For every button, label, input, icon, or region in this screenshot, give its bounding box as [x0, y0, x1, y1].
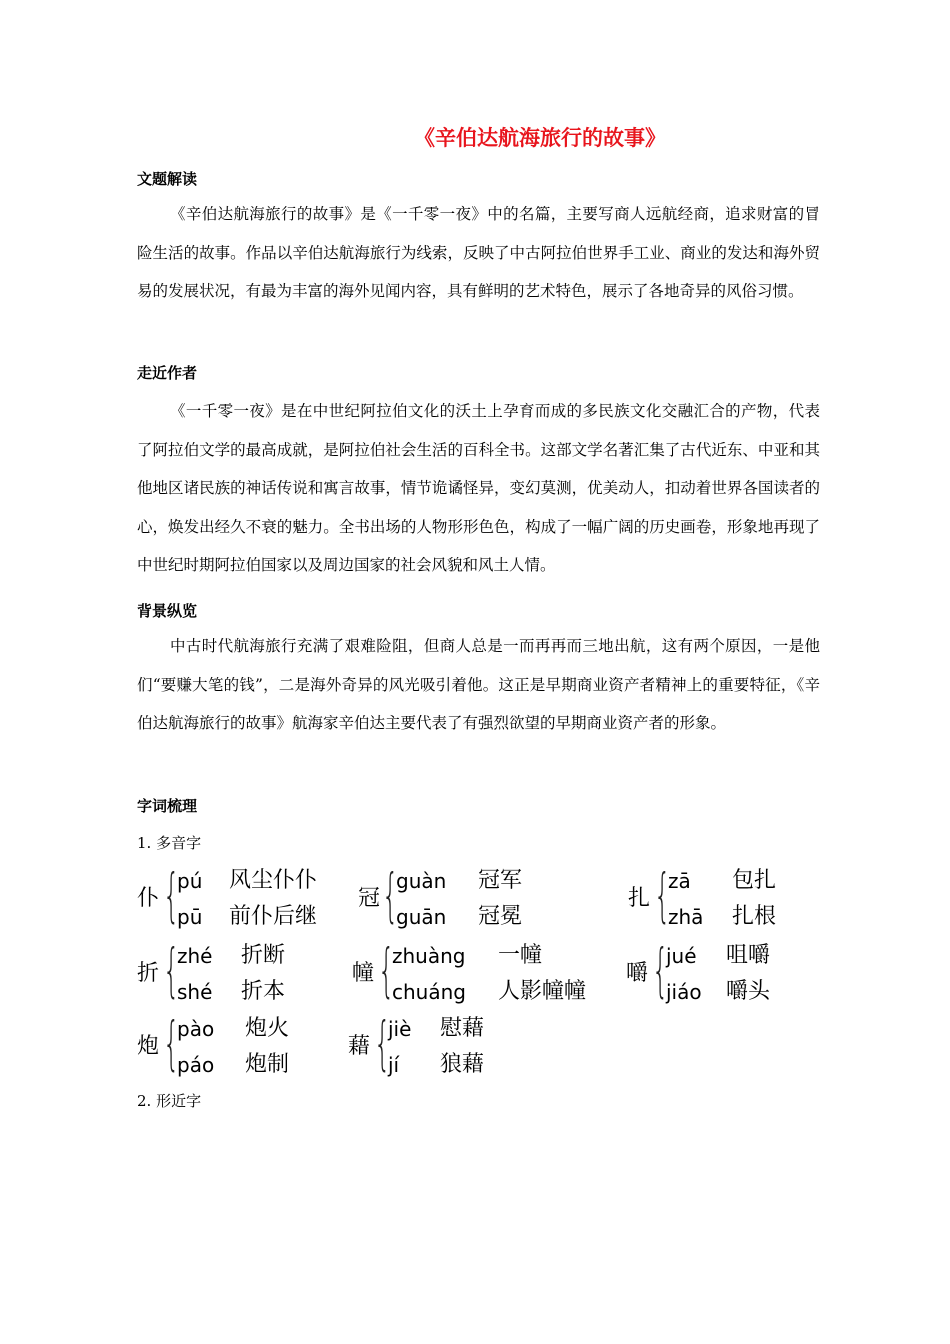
section-heading-vocabulary: 字词梳理 — [137, 797, 198, 815]
section-heading-background: 背景纵览 — [137, 602, 198, 620]
pinyin: jiáo — [666, 980, 702, 1004]
example-word: 嚼头 — [726, 979, 771, 1004]
similar-chars-label: 2. 形近字 — [137, 1092, 202, 1110]
pinyin: jí — [388, 1053, 400, 1077]
example-word: 前仆后继 — [229, 904, 318, 929]
example-word: 炮制 — [245, 1052, 290, 1077]
brace-icon: { — [382, 861, 399, 929]
example-word: 咀嚼 — [726, 943, 771, 968]
brace-icon: { — [163, 936, 180, 1004]
pinyin: guàn — [396, 869, 447, 893]
polyphone-char: 冠 — [358, 886, 381, 911]
example-word: 炮火 — [245, 1016, 290, 1041]
example-word: 折断 — [241, 943, 286, 968]
section-text-background: 中古时代航海旅行充满了艰难险阻，但商人总是一而再再而三地出航，这有两个原因，一是他们“要赚大笔的钱”，二是海外奇异的风光吸引着他。这正是早期商业资产者精神上的重要特征，《辛伯达航海旅行的故事》航海家辛伯达主要代表了有强烈欲望的早期商业资产者的形象。 — [137, 637, 820, 732]
brace-icon: { — [163, 861, 180, 929]
pinyin: zhā — [668, 905, 704, 929]
example-word: 折本 — [241, 979, 286, 1004]
example-word: 狼藉 — [440, 1052, 485, 1077]
pinyin: jué — [666, 944, 697, 968]
section-text-title-interpretation: 《辛伯达航海旅行的故事》是《一千零一夜》中的名篇，主要写商人远航经商，追求财富的冒险生活的故事。作品以辛伯达航海旅行为线索，反映了中古阿拉伯世界手工业、商业的发达和海外贸易的发展状况，有最为丰富的海外见闻内容，具有鲜明的艺术特色，展示了各地奇异的风俗习惯。 — [137, 205, 820, 300]
example-word: 一幢 — [498, 943, 543, 968]
example-word: 人影幢幢 — [498, 979, 587, 1004]
polyphone-char: 藉 — [348, 1034, 371, 1059]
brace-icon: { — [652, 936, 669, 1004]
pinyin: pú — [177, 869, 203, 893]
pinyin: pū — [177, 905, 203, 929]
example-word: 冠军 — [478, 868, 523, 893]
example-word: 慰藉 — [440, 1016, 485, 1041]
pinyin: chuáng — [392, 980, 466, 1004]
polyphone-label: 1. 多音字 — [137, 834, 202, 852]
pinyin: zā — [668, 869, 691, 893]
example-word: 冠冕 — [478, 904, 523, 929]
pinyin: zhuàng — [392, 944, 466, 968]
brace-icon: { — [654, 861, 671, 929]
example-word: 扎根 — [732, 904, 777, 929]
polyphone-char: 扎 — [628, 886, 651, 911]
polyphone-char: 折 — [137, 961, 160, 986]
pinyin: guān — [396, 905, 447, 929]
section-text-author: 《一千零一夜》是在中世纪阿拉伯文化的沃土上孕育而成的多民族文化交融汇合的产物，代表了阿拉伯文学的最高成就，是阿拉伯社会生活的百科全书。这部文学名著汇集了古代近东、中亚和其他地区诸民族的神话传说和寓言故事，情节诡谲怪异，变幻莫测，优美动人，扣动着世界各国读者的心，焕发出经久不衰的魅力。全书出场的人物形形色色，构成了一幅广阔的历史画卷，形象地再现了中世纪时期阿拉伯国家以及周边国家的社会风貌和风土人情。 — [137, 402, 820, 574]
brace-icon: { — [163, 1009, 180, 1077]
pinyin: pào — [177, 1017, 215, 1041]
pinyin: zhé — [177, 944, 213, 968]
document-title: 《辛伯达航海旅行的故事》 — [414, 126, 666, 150]
polyphone-char: 嚼 — [626, 961, 649, 986]
polyphone-char: 炮 — [137, 1034, 160, 1059]
example-word: 包扎 — [732, 868, 777, 893]
brace-icon: { — [378, 936, 395, 1004]
pinyin: páo — [177, 1053, 215, 1077]
polyphone-char: 幢 — [352, 961, 375, 986]
example-word: 风尘仆仆 — [229, 868, 318, 893]
section-heading-author: 走近作者 — [137, 364, 198, 382]
pinyin: jiè — [388, 1017, 412, 1041]
brace-icon: { — [374, 1009, 391, 1077]
pinyin: shé — [177, 980, 213, 1004]
section-heading-title-interpretation: 文题解读 — [137, 170, 198, 188]
polyphone-char: 仆 — [137, 886, 160, 911]
